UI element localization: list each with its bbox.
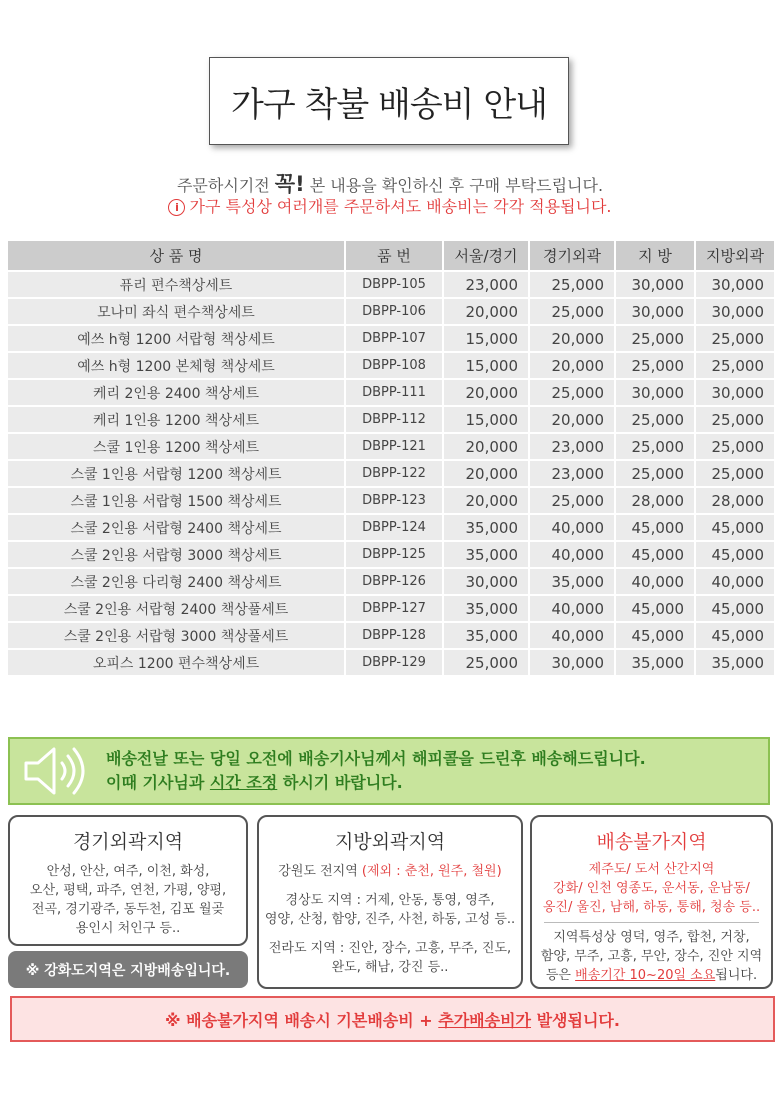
fee-cell: 28,000 — [695, 487, 775, 514]
gyeongsang-line: 영양, 산청, 함양, 진주, 사천, 하동, 고성 등.. — [264, 912, 516, 927]
fee-cell: 45,000 — [615, 622, 695, 649]
table-row — [7, 595, 775, 622]
fee-cell: 20,000 — [443, 298, 529, 325]
table-row — [7, 541, 775, 568]
product-code-cell: DBPP-111 — [345, 379, 443, 406]
product-code-cell: DBPP-121 — [345, 433, 443, 460]
delivery-period: 배송기간 10~20일 소요 — [575, 968, 716, 983]
banner-line-2 — [106, 771, 646, 795]
fee-cell: 30,000 — [615, 298, 695, 325]
info-icon: i — [168, 199, 185, 216]
fee-cell: 40,000 — [529, 514, 615, 541]
gyeonggi-line: 용인시 처인구 등.. — [75, 921, 181, 936]
fee-cell: 40,000 — [615, 568, 695, 595]
unavailable-line: 강화/ 인천 영종도, 운서동, 운남동/ — [553, 881, 750, 896]
gyeonggi-region-card — [8, 815, 248, 946]
fee-cell: 20,000 — [443, 433, 529, 460]
column-header: 서울/경기 — [443, 240, 529, 271]
fee-cell: 35,000 — [529, 568, 615, 595]
product-code-cell: DBPP-126 — [345, 568, 443, 595]
fee-cell: 20,000 — [443, 379, 529, 406]
column-header: 품 번 — [345, 240, 443, 271]
gyeonggi-region-list — [10, 862, 246, 938]
product-code-cell: DBPP-127 — [345, 595, 443, 622]
product-name-cell: 예쓰 h형 1200 본체형 책상세트 — [7, 352, 345, 379]
fee-cell: 35,000 — [615, 649, 695, 676]
fee-cell: 30,000 — [615, 379, 695, 406]
fee-cell: 30,000 — [443, 568, 529, 595]
gyeonggi-line: 전곡, 경기광주, 동두천, 김포 월곶 — [31, 902, 225, 917]
rural-region-title: 지방외곽지역 — [334, 831, 446, 853]
fee-cell: 45,000 — [615, 541, 695, 568]
ganghwa-note: ※ 강화도지역은 지방배송입니다. — [8, 951, 248, 988]
product-name-cell: 스쿨 2인용 서랍형 3000 책상세트 — [7, 541, 345, 568]
product-name-cell: 스쿨 1인용 1200 책상세트 — [7, 433, 345, 460]
product-code-cell: DBPP-122 — [345, 460, 443, 487]
jeolla-line: 전라도 지역 : 진안, 장수, 고흥, 무주, 진도, — [268, 941, 512, 956]
fee-cell: 25,000 — [529, 487, 615, 514]
fee-cell: 20,000 — [443, 487, 529, 514]
intro-line-1-after: 본 내용을 확인하신 후 구매 부탁드립니다. — [309, 176, 604, 195]
extra-fee-underlined: 추가배송비가 — [438, 1010, 532, 1030]
fee-cell: 25,000 — [615, 406, 695, 433]
product-name-cell: 케리 1인용 1200 책상세트 — [7, 406, 345, 433]
product-name-cell: 스쿨 2인용 서랍형 3000 책상풀세트 — [7, 622, 345, 649]
fee-cell: 40,000 — [529, 541, 615, 568]
fee-cell: 20,000 — [443, 460, 529, 487]
table-row — [7, 514, 775, 541]
fee-cell: 23,000 — [529, 460, 615, 487]
table-row — [7, 487, 775, 514]
fee-cell: 15,000 — [443, 325, 529, 352]
product-code-cell: DBPP-125 — [345, 541, 443, 568]
table-row — [7, 406, 775, 433]
fee-cell: 35,000 — [443, 514, 529, 541]
fee-cell: 25,000 — [529, 298, 615, 325]
product-code-cell: DBPP-129 — [345, 649, 443, 676]
unavailable-line: 제주도/ 도서 산간지역 — [588, 862, 715, 877]
fee-cell: 35,000 — [443, 622, 529, 649]
product-code-cell: DBPP-128 — [345, 622, 443, 649]
gyeonggi-line: 오산, 평택, 파주, 연천, 가평, 양평, — [29, 883, 227, 898]
unavailable-region-title: 배송불가지역 — [596, 831, 707, 853]
product-name-cell: 퓨리 편수책상세트 — [7, 271, 345, 298]
fee-cell: 35,000 — [695, 649, 775, 676]
fee-cell: 40,000 — [529, 595, 615, 622]
product-name-cell: 케리 2인용 2400 책상세트 — [7, 379, 345, 406]
banner-line-2-before: 이때 기사님과 — [106, 773, 205, 792]
fee-cell: 25,000 — [529, 271, 615, 298]
product-name-cell: 스쿨 1인용 서랍형 1500 책상세트 — [7, 487, 345, 514]
fee-cell: 35,000 — [443, 541, 529, 568]
table-row — [7, 379, 775, 406]
fee-cell: 25,000 — [615, 433, 695, 460]
intro-line-1-before: 주문하시기전 — [176, 176, 270, 195]
fee-cell: 25,000 — [529, 379, 615, 406]
intro-warning — [0, 194, 780, 217]
fee-cell: 45,000 — [615, 595, 695, 622]
table-row — [7, 298, 775, 325]
fee-cell: 25,000 — [615, 325, 695, 352]
product-name-cell: 스쿨 2인용 다리형 2400 책상세트 — [7, 568, 345, 595]
column-header: 지 방 — [615, 240, 695, 271]
unavailable-line: 옹진/ 울진, 남해, 하동, 통해, 청송 등.. — [542, 900, 761, 915]
fee-cell: 15,000 — [443, 406, 529, 433]
product-code-cell: DBPP-105 — [345, 271, 443, 298]
column-header: 지방외곽 — [695, 240, 775, 271]
product-code-cell: DBPP-112 — [345, 406, 443, 433]
period-after: 됩니다. — [715, 968, 758, 983]
table-row — [7, 433, 775, 460]
page-title: 가구 착불 배송비 안내 — [209, 57, 569, 145]
column-header: 경기외곽 — [529, 240, 615, 271]
product-code-cell: DBPP-123 — [345, 487, 443, 514]
table-row — [7, 649, 775, 676]
product-code-cell: DBPP-108 — [345, 352, 443, 379]
jeolla-line: 완도, 해남, 강진 등.. — [331, 960, 449, 975]
gangwon-except: (제외 : 춘천, 원주, 철원) — [361, 864, 502, 879]
table-row — [7, 271, 775, 298]
speaker-icon — [20, 741, 100, 801]
banner-line-1: 배송전날 또는 당일 오전에 배송기사님께서 해피콜을 드린후 배송해드립니다. — [106, 749, 646, 768]
special-line: 지역특성상 영덕, 영주, 합천, 거창, — [553, 930, 750, 945]
period-before: 등은 — [545, 968, 571, 983]
gangwon-line — [259, 862, 521, 881]
fee-cell: 30,000 — [529, 649, 615, 676]
product-name-cell: 스쿨 2인용 서랍형 2400 책상풀세트 — [7, 595, 345, 622]
gyeonggi-region-title: 경기외곽지역 — [72, 831, 184, 853]
delivery-period-line — [532, 966, 771, 985]
column-header: 상 품 명 — [7, 240, 345, 271]
fee-cell: 30,000 — [695, 379, 775, 406]
happy-call-banner — [8, 737, 770, 805]
fee-cell: 25,000 — [695, 406, 775, 433]
fee-cell: 28,000 — [615, 487, 695, 514]
product-name-cell: 스쿨 1인용 서랍형 1200 책상세트 — [7, 460, 345, 487]
gyeonggi-line: 안성, 안산, 여주, 이천, 화성, — [46, 864, 210, 879]
product-code-cell: DBPP-124 — [345, 514, 443, 541]
table-row — [7, 622, 775, 649]
product-code-cell: DBPP-106 — [345, 298, 443, 325]
banner-text — [106, 747, 646, 795]
fee-cell: 45,000 — [695, 514, 775, 541]
banner-line-2-after: 하시기 바랍니다. — [282, 773, 403, 792]
table-row — [7, 352, 775, 379]
fee-cell: 25,000 — [443, 649, 529, 676]
fee-cell: 45,000 — [695, 541, 775, 568]
gangwon-label: 강원도 전지역 — [278, 864, 358, 879]
fee-cell: 35,000 — [443, 595, 529, 622]
shipping-fee-table — [6, 239, 776, 677]
fee-cell: 25,000 — [695, 352, 775, 379]
product-code-cell: DBPP-107 — [345, 325, 443, 352]
fee-cell: 25,000 — [695, 325, 775, 352]
fee-cell: 45,000 — [695, 622, 775, 649]
fee-cell: 30,000 — [695, 298, 775, 325]
fee-cell: 20,000 — [529, 325, 615, 352]
fee-cell: 40,000 — [695, 568, 775, 595]
fee-cell: 45,000 — [695, 595, 775, 622]
intro-emphasis: 꼭! — [274, 172, 305, 196]
fee-cell: 25,000 — [615, 460, 695, 487]
extra-fee-after: 발생됩니다. — [536, 1010, 620, 1030]
extra-fee-notice — [10, 996, 775, 1042]
divider — [544, 922, 759, 923]
fee-cell: 30,000 — [615, 271, 695, 298]
intro-warning-text: 가구 특성상 여러개를 주문하셔도 배송비는 각각 적용됩니다. — [189, 197, 612, 216]
fee-cell: 25,000 — [695, 460, 775, 487]
product-name-cell: 예쓰 h형 1200 서랍형 책상세트 — [7, 325, 345, 352]
product-name-cell: 스쿨 2인용 서랍형 2400 책상세트 — [7, 514, 345, 541]
fee-cell: 20,000 — [529, 406, 615, 433]
fee-cell: 23,000 — [443, 271, 529, 298]
fee-cell: 30,000 — [695, 271, 775, 298]
gyeongsang-line: 경상도 지역 : 거제, 안동, 통영, 영주, — [285, 893, 495, 908]
fee-cell: 45,000 — [615, 514, 695, 541]
banner-line-2-underlined: 시간 조정 — [209, 773, 278, 792]
fee-cell: 40,000 — [529, 622, 615, 649]
fee-cell: 15,000 — [443, 352, 529, 379]
product-name-cell: 모나미 좌식 편수책상세트 — [7, 298, 345, 325]
rural-region-card — [257, 815, 523, 989]
fee-cell: 25,000 — [695, 433, 775, 460]
unavailable-region-list — [532, 860, 771, 985]
fee-cell: 25,000 — [615, 352, 695, 379]
table-row — [7, 568, 775, 595]
table-row — [7, 325, 775, 352]
fee-cell: 23,000 — [529, 433, 615, 460]
extra-fee-before: ※ 배송불가지역 배송시 기본배송비 + — [165, 1010, 433, 1030]
table-row — [7, 460, 775, 487]
product-name-cell: 오피스 1200 편수책상세트 — [7, 649, 345, 676]
unavailable-region-card — [530, 815, 773, 989]
special-line: 함양, 무주, 고흥, 무안, 장수, 진안 지역 — [540, 949, 763, 964]
fee-cell: 20,000 — [529, 352, 615, 379]
table-header-row — [7, 240, 775, 271]
rural-region-list — [259, 862, 521, 977]
